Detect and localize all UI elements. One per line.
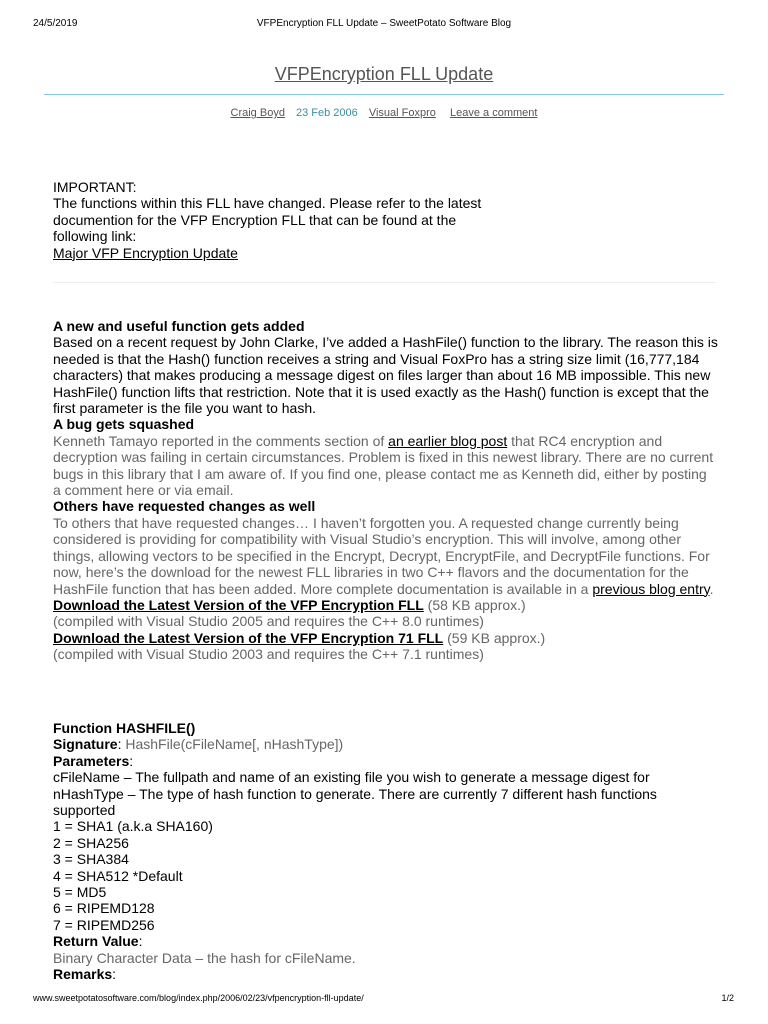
section-heading-bug: A bug gets squashed: [53, 416, 195, 433]
author-link[interactable]: Craig Boyd: [230, 107, 285, 119]
function-heading: Function HASHFILE(): [53, 720, 196, 736]
print-page-title: VFPEncryption FLL Update – SweetPotato Software Blog: [256, 18, 512, 29]
post-meta: [0, 107, 768, 119]
download-size: (58 KB approx.): [427, 596, 526, 613]
important-text: The functions within this FLL have changed. Please refer to the latest documention for the VFP Encryption FLL that can be found at the following link:: [53, 195, 482, 245]
post-date: 23 Feb 2006: [296, 107, 358, 119]
section-body-bug: Kenneth Tamayo reported in the comments section of an earlier blog post that RC4 encryption and decryption was failing in certain circumstances. Problem is fixed in this newest library. There are no current bugs in this library that I am aware of. If you find one, please contact me as Kenneth did, either by posting a comment here or via email.: [53, 432, 714, 499]
earlier-blog-post-link[interactable]: an earlier blog post: [388, 432, 508, 449]
download-item: [53, 630, 718, 646]
param-nhashtype: nHashType – The type of hash function to generate. There are currently 7 different hash functions supported: [53, 785, 657, 819]
print-footer-url: www.sweetpotatosoftware.com/blog/index.php/2006/02/23/vfpencryption-fll-update/: [33, 993, 364, 1003]
important-label: IMPORTANT:: [53, 179, 137, 195]
hash-type-item: 1 = SHA1 (a.k.a SHA160): [53, 818, 213, 835]
section-heading-new-function: A new and useful function gets added: [53, 318, 305, 334]
return-label-line: Return Value:: [53, 933, 143, 950]
download-fll-71-link[interactable]: Download the Latest Version of the VFP Encryption 71 FLL: [53, 629, 444, 646]
section-body-requests: To others that have requested changes… I haven’t forgotten you. A requested change currently being considered is providing for compatibility with Visual Studio’s encryption. This will involve, among other things, allowing vectors to be specified in the Encrypt, Decrypt, EncryptFile, and DecryptFile functions. For now, here’s the download for the newest FLL libraries in two C++ flavors and the documentation for the HashFile function that has been added. More complete documentation is available in a previous blog entry.: [53, 514, 714, 597]
parameters-label-line: Parameters:: [53, 752, 134, 769]
post-body: [53, 318, 718, 663]
hash-type-item: 2 = SHA256: [53, 834, 129, 851]
hash-type-item: 4 = SHA512 *Default: [53, 867, 183, 884]
category-link[interactable]: Visual Foxpro: [368, 107, 436, 119]
post-title-link[interactable]: VFPEncryption FLL Update: [274, 64, 494, 84]
title-divider: [44, 94, 724, 95]
download-note: (compiled with Visual Studio 2003 and requires the C++ 7.1 runtimes): [53, 646, 484, 663]
major-update-link[interactable]: Major VFP Encryption Update: [53, 244, 238, 261]
return-value: Binary Character Data – the hash for cFileName.: [53, 949, 356, 966]
section-body-new-function: Based on a recent request by John Clarke, I’ve added a HashFile() function to the library. The reason this is needed is that the Hash() function receives a string and Visual FoxPro has a string size limit (16,777,184 characters) that makes producing a message digest on files larger than about 16 MB impossible. This new HashFile() function lifts that restriction. Note that it is used exactly as the Hash() function is except that the first parameter is the file you want to hash.: [53, 334, 718, 417]
download-fll-link[interactable]: Download the Latest Version of the VFP Encryption FLL: [53, 596, 424, 613]
important-notice: [53, 179, 493, 261]
previous-blog-entry-link[interactable]: previous blog entry: [592, 580, 710, 597]
function-documentation: [53, 720, 718, 983]
download-note: (compiled with Visual Studio 2005 and requires the C++ 8.0 runtimes): [53, 613, 484, 630]
hash-type-item: 7 = RIPEMD256: [53, 916, 155, 933]
print-page-number: 1/2: [721, 993, 734, 1003]
section-divider: [53, 282, 716, 283]
param-cfilename: cFileName – The fullpath and name of an existing file you wish to generate a message digest for: [53, 769, 650, 786]
hash-type-item: 3 = SHA384: [53, 851, 129, 868]
download-size: (59 KB approx.): [447, 629, 546, 646]
signature-line: Signature: HashFile(cFileName[, nHashType]): [53, 736, 344, 753]
print-date: 24/5/2019: [33, 18, 78, 29]
download-item: [53, 597, 718, 613]
leave-comment-link[interactable]: Leave a comment: [450, 107, 538, 119]
hash-type-item: 5 = MD5: [53, 884, 107, 901]
hash-type-item: 6 = RIPEMD128: [53, 900, 155, 917]
remarks-label-line: Remarks:: [53, 966, 117, 983]
section-heading-requests: Others have requested changes as well: [53, 498, 316, 515]
